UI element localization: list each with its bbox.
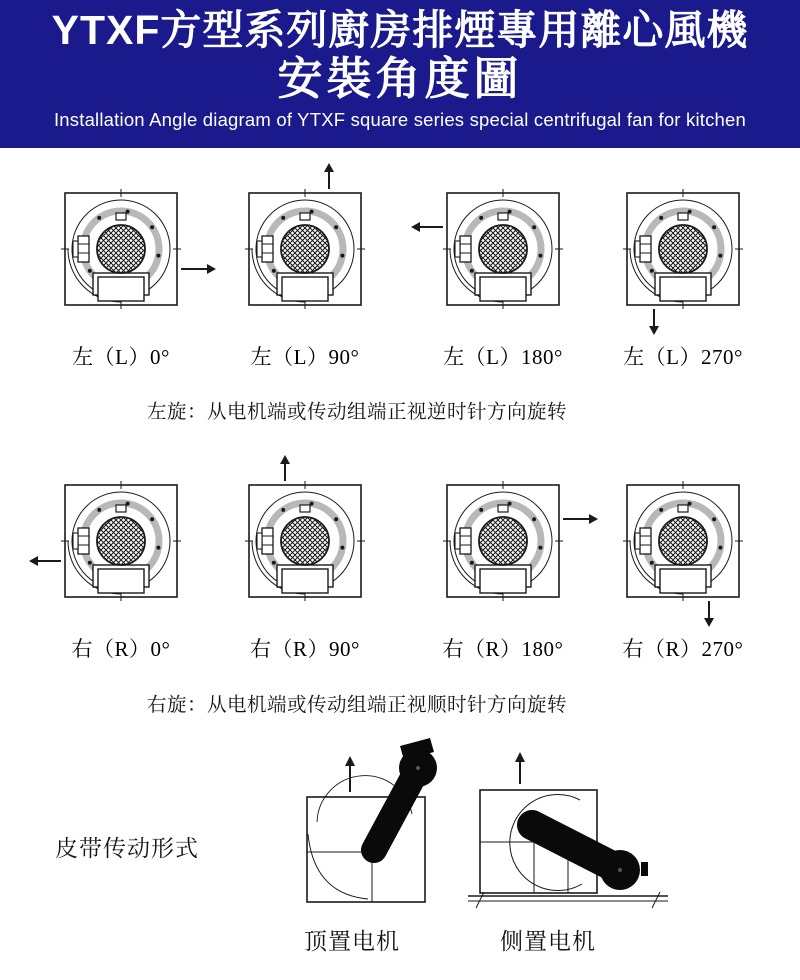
terminal-box [640,528,651,554]
terminal-box [78,528,89,554]
motor-mount [641,862,648,876]
terminal-box [262,528,273,554]
outlet-arrow-icon [649,309,659,335]
outlet-arrow-icon [515,752,525,784]
outlet-arrow-icon [29,556,61,566]
motor-circle [659,225,707,273]
motor-circle [281,517,329,565]
terminal-box [460,236,471,262]
terminal-box [262,236,273,262]
fan-diagram-right-0deg [26,455,216,663]
fan-housing-drawing [408,163,598,340]
page-subtitle-english: Installation Angle diagram of YTXF square series special centrifugal fan for kitchen [53,109,747,131]
left-rotation-note: 左旋：从电机端或传动组端正视逆时针方向旋转 [147,402,568,423]
right-rotation-note: 右旋：从电机端或传动组端正视顺时针方向旋转 [147,695,568,716]
title-banner [0,0,800,148]
fan-angle-label: 左（L）270° [623,345,743,369]
belt-drive-top-motor-drawing [292,722,447,917]
fan-housing-drawing [26,163,216,340]
belt-caption-top-motor: 顶置电机 [304,929,400,954]
outlet-arrow-icon [280,455,290,481]
terminal-box [640,236,651,262]
fan-angle-label: 右（R）90° [250,637,360,661]
terminal-box [460,528,471,554]
outlet-arrow-icon [324,163,334,189]
fan-diagram-left-180deg [408,163,598,371]
belt-caption-side-motor: 侧置电机 [500,929,596,954]
fan-angle-label: 左（L）180° [443,345,563,369]
fan-diagram-right-90deg [210,455,400,663]
fan-angle-label: 左（L）0° [72,345,170,369]
motor-circle [479,517,527,565]
fan-angle-label: 右（R）180° [442,637,564,661]
outlet-arrow-icon [704,601,714,627]
fan-housing-drawing [588,455,778,632]
page-title-line2: 安裝角度圖 [277,52,523,104]
fan-angle-label: 右（R）0° [71,637,171,661]
terminal-box [78,236,89,262]
fan-diagram-right-270deg [588,455,778,663]
motor-circle [97,517,145,565]
fan-housing-drawing [210,455,400,632]
motor-circle [281,225,329,273]
page-title-line1: YTXF方型系列廚房排煙專用離心風機 [51,7,749,53]
fan-housing-drawing [210,163,400,340]
fan-diagram-left-90deg [210,163,400,371]
belt-drive-side-motor-drawing [468,722,668,912]
fan-diagram-left-270deg [588,163,778,371]
fan-diagram-right-180deg [408,455,598,663]
motor-circle [97,225,145,273]
motor-circle [479,225,527,273]
fan-diagram-left-0deg [26,163,216,371]
fan-housing-drawing [26,455,216,632]
belt-drive-section-label: 皮带传动形式 [55,836,199,861]
outlet-arrow-icon [345,756,355,792]
fan-angle-label: 右（R）270° [622,637,744,661]
outlet-arrow-icon [411,222,443,232]
motor-circle [659,517,707,565]
fan-housing-drawing [408,455,598,632]
fan-angle-label: 左（L）90° [250,345,360,369]
fan-housing-drawing [588,163,778,340]
